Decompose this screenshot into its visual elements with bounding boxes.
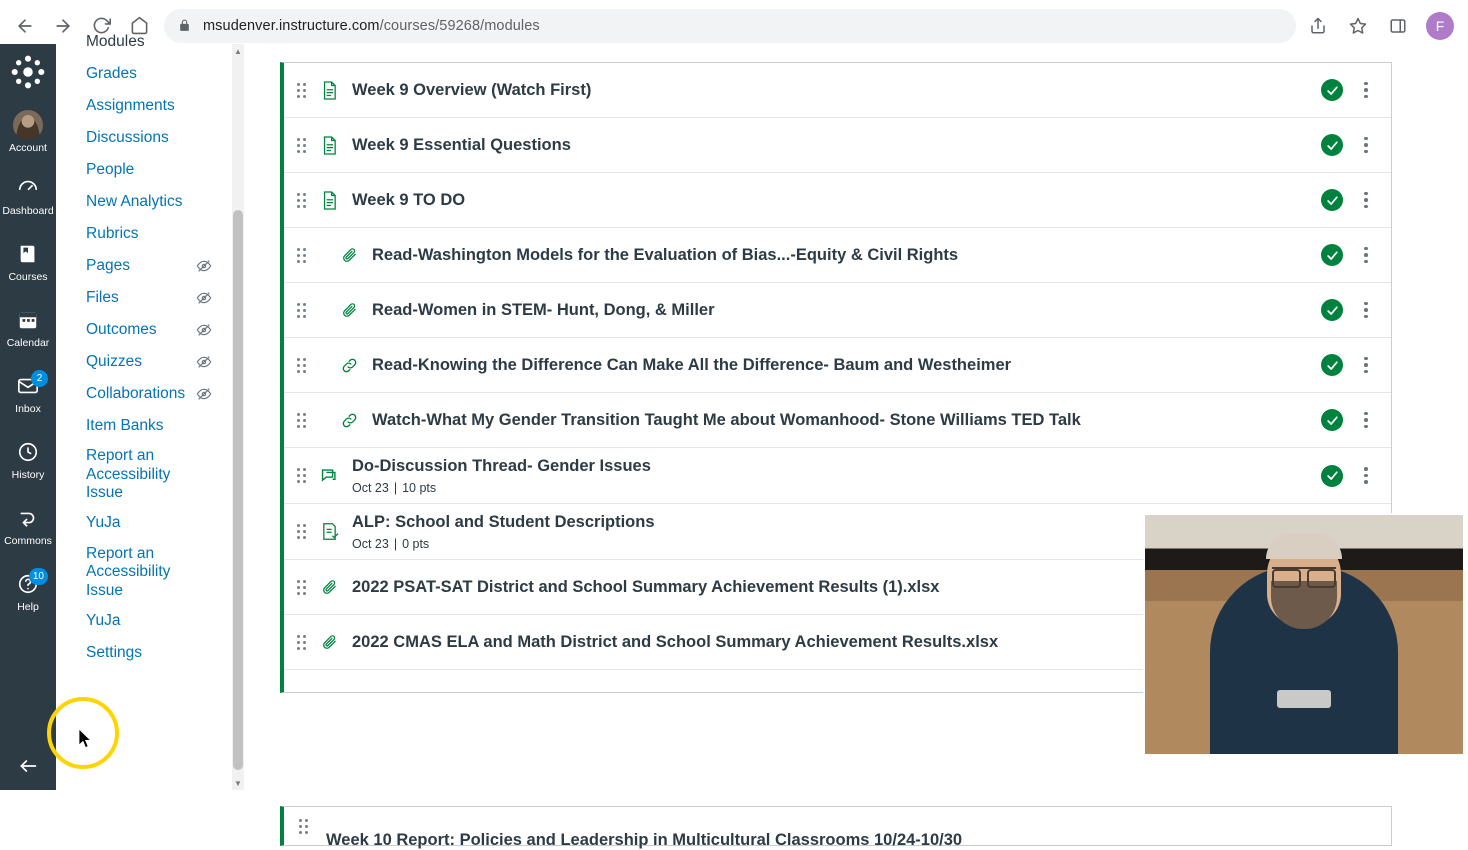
- global-nav-item-calendar[interactable]: [0, 296, 56, 362]
- module-item-row[interactable]: [284, 63, 1391, 118]
- module-item-title[interactable]: Watch-What My Gender Transition Taught Me about Womanhood- Stone Williams TED Talk: [372, 410, 1081, 429]
- commons-icon: [17, 507, 39, 534]
- attachment-icon: [334, 301, 364, 319]
- scrollbar-thumb[interactable]: [233, 210, 243, 770]
- mouse-cursor: [79, 729, 93, 749]
- module-item-body: [364, 355, 1321, 376]
- back-arrow-icon[interactable]: [8, 9, 42, 43]
- profile-initial: F: [1435, 17, 1445, 34]
- sidebar-item-label: People: [86, 160, 135, 178]
- sidebar-item-label: Settings: [86, 644, 143, 662]
- hidden-eye-icon: [196, 354, 212, 370]
- sidebar-item-label: New Analytics: [86, 192, 183, 210]
- published-check-icon[interactable]: [1321, 465, 1343, 487]
- module-item-actions: [1321, 408, 1381, 433]
- sidebar-item-label: Report an Accessibility Issue: [86, 447, 171, 502]
- shirt-logo: [1277, 690, 1331, 708]
- side-panel-icon[interactable]: [1386, 14, 1410, 38]
- kebab-menu-icon[interactable]: [1357, 353, 1375, 378]
- module-item-body: [364, 245, 1321, 266]
- sidebar-item-label: Collaborations: [86, 384, 186, 402]
- module-item-row[interactable]: [284, 448, 1391, 504]
- kebab-menu-icon[interactable]: [1357, 188, 1375, 213]
- star-icon[interactable]: [1346, 14, 1370, 38]
- global-nav-label: Commons: [4, 535, 52, 548]
- profile-avatar[interactable]: [1426, 12, 1454, 40]
- sidebar-item-rubrics[interactable]: [56, 218, 232, 250]
- sidebar-item-assignments[interactable]: [56, 90, 232, 122]
- sidebar-item-label: Pages: [86, 256, 130, 274]
- module-item-body: [344, 190, 1321, 211]
- browser-actions: [1306, 12, 1468, 40]
- page-icon: [314, 81, 344, 100]
- webcam-person-hair: [1266, 533, 1342, 559]
- sidebar-item-label: Modules: [86, 32, 145, 50]
- link-icon: [334, 357, 364, 374]
- global-nav-item-inbox[interactable]: [0, 362, 56, 428]
- sidebar-item-pages[interactable]: [56, 250, 232, 282]
- sidebar-item-label: Grades: [86, 64, 137, 82]
- canvas-global-nav: [0, 44, 56, 790]
- glasses-icon: [1272, 567, 1336, 583]
- module-item-row[interactable]: [284, 228, 1391, 283]
- global-nav-item-history[interactable]: [0, 428, 56, 494]
- drag-handle-icon[interactable]: [288, 83, 314, 98]
- module-item-body: [364, 300, 1321, 321]
- global-nav-label: Courses: [8, 271, 48, 284]
- module-item-actions: [1321, 298, 1381, 323]
- forward-arrow-icon[interactable]: [46, 9, 80, 43]
- sidebar-item-new-analytics[interactable]: [56, 186, 232, 218]
- drag-handle-icon[interactable]: [288, 468, 314, 483]
- calendar-icon: [17, 309, 39, 336]
- sidebar-item-item-banks[interactable]: [56, 410, 232, 442]
- module-item-title[interactable]: Week 9 Essential Questions: [352, 135, 571, 154]
- global-nav-label: Inbox: [15, 403, 41, 416]
- global-nav-label: History: [11, 469, 45, 482]
- course-nav-scrollbar[interactable]: [232, 44, 244, 790]
- module-item-title[interactable]: ALP: School and Student Descriptions: [352, 513, 655, 532]
- drag-handle-icon[interactable]: [288, 524, 314, 539]
- module-item-actions: [1321, 188, 1381, 213]
- drag-handle-icon[interactable]: [290, 819, 316, 834]
- sidebar-item-files[interactable]: [56, 282, 232, 314]
- hidden-eye-icon: [196, 322, 212, 338]
- published-check-icon[interactable]: [1321, 354, 1343, 376]
- sidebar-item-label: YuJa: [86, 612, 121, 630]
- kebab-menu-icon[interactable]: [1357, 78, 1375, 103]
- published-check-icon[interactable]: [1321, 79, 1343, 101]
- share-icon[interactable]: [1306, 14, 1330, 38]
- due-date: Oct 23: [352, 480, 389, 495]
- scroll-down-arrow-icon[interactable]: ▼: [234, 778, 242, 788]
- institution-logo-icon[interactable]: [8, 52, 48, 92]
- module-item-body: [344, 135, 1321, 156]
- kebab-menu-icon[interactable]: [1357, 298, 1375, 323]
- global-nav-label: Account: [9, 141, 47, 154]
- sidebar-item-label: Report an Accessibility Issue: [86, 544, 171, 599]
- module-item-actions: [1321, 243, 1381, 268]
- sidebar-item-quizzes[interactable]: [56, 346, 232, 378]
- module-item-body: [344, 80, 1321, 101]
- hidden-eye-icon: [196, 290, 212, 306]
- scroll-up-arrow-icon[interactable]: ▲: [234, 46, 242, 56]
- instructor-webcam-video[interactable]: [1143, 513, 1465, 756]
- published-check-icon[interactable]: [1321, 299, 1343, 321]
- sidebar-item-yuja-1[interactable]: [56, 508, 232, 540]
- global-nav-label: Help: [17, 601, 39, 614]
- module-item-row[interactable]: [284, 283, 1391, 338]
- kebab-menu-icon[interactable]: [1357, 463, 1375, 488]
- published-check-icon[interactable]: [1321, 409, 1343, 431]
- sidebar-item-yuja-2[interactable]: [56, 606, 232, 638]
- avatar: [12, 109, 44, 141]
- module-item-row[interactable]: [284, 118, 1391, 173]
- sidebar-item-label: Quizzes: [86, 352, 142, 370]
- kebab-menu-icon[interactable]: [1357, 243, 1375, 268]
- module-item-title[interactable]: Do-Discussion Thread- Gender Issues: [352, 457, 651, 476]
- drag-handle-icon[interactable]: [288, 248, 314, 263]
- sidebar-item-grades[interactable]: [56, 58, 232, 90]
- module-item-title[interactable]: Read-Knowing the Difference Can Make All the Difference- Baum and Westheimer: [372, 355, 1012, 374]
- module-item-title[interactable]: Week 9 Overview (Watch First): [352, 80, 592, 99]
- sidebar-item-report-accessibility-1[interactable]: [56, 442, 232, 508]
- sidebar-item-outcomes[interactable]: [56, 314, 232, 346]
- sidebar-item-label: YuJa: [86, 514, 121, 532]
- drag-handle-icon[interactable]: [288, 138, 314, 153]
- sidebar-item-settings[interactable]: [56, 638, 232, 670]
- due-date: Oct 23: [352, 536, 389, 551]
- sidebar-item-label: Item Banks: [86, 416, 164, 434]
- module-item-actions: [1321, 353, 1381, 378]
- module-item-row[interactable]: [284, 338, 1391, 393]
- module-item-title[interactable]: 2022 CMAS ELA and Math District and School Summary Achievement Results.xlsx: [352, 632, 999, 651]
- drag-handle-icon[interactable]: [288, 193, 314, 208]
- course-navigation: [56, 32, 232, 790]
- sidebar-item-label: Discussions: [86, 128, 169, 146]
- published-check-icon[interactable]: [1321, 244, 1343, 266]
- sidebar-item-label: Files: [86, 288, 119, 306]
- global-nav-label: Dashboard: [2, 205, 54, 218]
- kebab-menu-icon[interactable]: [1357, 133, 1375, 158]
- module-item-body: [344, 456, 1321, 495]
- url-text: msudenver.instructure.com/courses/59268/modules: [203, 17, 540, 34]
- module-item-row[interactable]: [284, 393, 1391, 448]
- drag-handle-icon[interactable]: [288, 358, 314, 373]
- hidden-eye-icon: [196, 386, 212, 402]
- help-badge: 10: [29, 568, 48, 585]
- global-nav-item-courses[interactable]: [0, 230, 56, 296]
- hidden-eye-icon: [196, 258, 212, 274]
- sidebar-item-label: Rubrics: [86, 224, 139, 242]
- sidebar-item-label: Outcomes: [86, 320, 157, 338]
- lock-icon: [178, 19, 191, 32]
- clock-icon: [17, 441, 39, 468]
- module-item-actions: [1321, 78, 1381, 103]
- module-item-actions: [1321, 463, 1381, 488]
- drag-handle-icon[interactable]: [288, 635, 314, 650]
- dashboard-icon: [17, 177, 39, 204]
- module-item-title[interactable]: Read-Washington Models for the Evaluation of Bias...-Equity & Civil Rights: [372, 245, 959, 264]
- collapse-nav-button[interactable]: [0, 756, 56, 776]
- points-possible: 0 pts: [402, 536, 430, 551]
- sidebar-item-people[interactable]: [56, 154, 232, 186]
- global-nav-label: Calendar: [6, 337, 50, 350]
- drag-handle-icon[interactable]: [288, 303, 314, 318]
- module-item-meta: Oct 23 | 0 pts: [352, 536, 430, 551]
- published-check-icon[interactable]: [1321, 134, 1343, 156]
- attachment-icon: [334, 246, 364, 264]
- page-icon: [314, 191, 344, 210]
- global-nav-item-account[interactable]: [0, 98, 56, 164]
- published-check-icon[interactable]: [1321, 189, 1343, 211]
- module-item-title[interactable]: 2022 PSAT-SAT District and School Summary Achievement Results (1).xlsx: [352, 577, 940, 596]
- attachment-icon: [314, 578, 344, 596]
- module-item-body: [364, 410, 1321, 431]
- kebab-menu-icon[interactable]: [1357, 408, 1375, 433]
- next-module-header[interactable]: [280, 806, 1392, 849]
- module-item-meta: Oct 23 | 10 pts: [352, 480, 437, 495]
- module-item-title[interactable]: Week 9 TO DO: [352, 190, 466, 209]
- module-item-actions: [1321, 133, 1381, 158]
- link-icon: [334, 412, 364, 429]
- module-item-title[interactable]: Read-Women in STEM- Hunt, Dong, & Miller: [372, 300, 715, 319]
- module-title[interactable]: Week 10 Report: Policies and Leadership in Multicultural Classrooms 10/24-10/30: [326, 830, 963, 849]
- page-icon: [314, 136, 344, 155]
- drag-handle-icon[interactable]: [288, 413, 314, 428]
- assignment-icon: [314, 522, 344, 541]
- sidebar-item-label: Assignments: [86, 96, 175, 114]
- global-nav-item-dashboard[interactable]: [0, 164, 56, 230]
- attachment-icon: [314, 633, 344, 651]
- address-bar[interactable]: [164, 9, 1296, 43]
- points-possible: 10 pts: [402, 480, 437, 495]
- sidebar-item-modules-clipped[interactable]: [56, 32, 232, 58]
- module-item-row[interactable]: [284, 173, 1391, 228]
- sidebar-item-report-accessibility-2[interactable]: [56, 540, 232, 606]
- inbox-unread-badge: 2: [31, 370, 48, 387]
- sidebar-item-collaborations[interactable]: [56, 378, 232, 410]
- global-nav-item-help[interactable]: [0, 560, 56, 626]
- discussion-icon: [314, 467, 344, 484]
- global-nav-item-commons[interactable]: [0, 494, 56, 560]
- sidebar-item-discussions[interactable]: [56, 122, 232, 154]
- courses-icon: [17, 243, 39, 270]
- drag-handle-icon[interactable]: [288, 580, 314, 595]
